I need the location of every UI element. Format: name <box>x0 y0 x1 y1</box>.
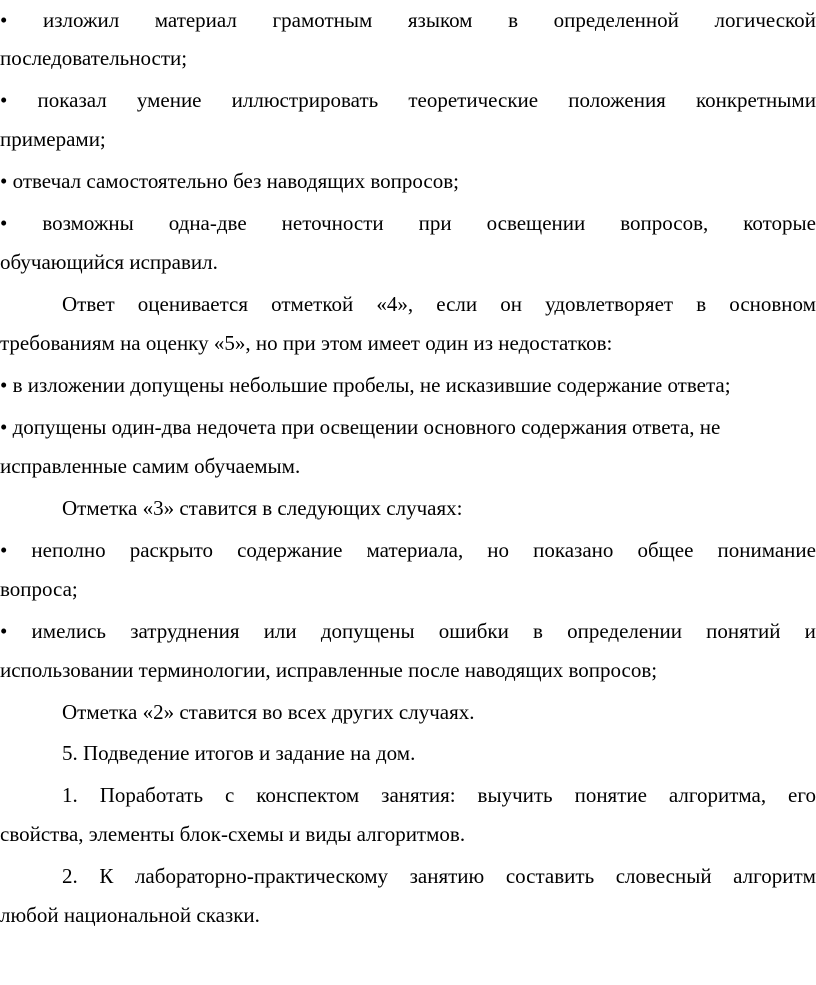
word: при <box>418 211 452 235</box>
word: содержание <box>237 538 343 562</box>
word: • <box>0 211 8 235</box>
text-line <box>0 617 816 645</box>
word: 2. <box>62 864 78 888</box>
word: показал <box>37 88 107 112</box>
word: определении <box>567 619 682 643</box>
word: общее <box>637 538 694 562</box>
word: занятию <box>409 864 485 888</box>
text-line <box>0 6 816 34</box>
text-line: обучающийся исправил. <box>0 250 218 274</box>
word: словесный <box>615 864 712 888</box>
word: конспектом <box>256 783 360 807</box>
text-line <box>0 209 816 237</box>
paragraph-first-line: Отметка «2» ставится во всех других случаях. <box>62 700 475 724</box>
word: если <box>436 292 478 316</box>
word: понимание <box>717 538 816 562</box>
text-line: исправленные самим обучаемым. <box>0 454 301 478</box>
word: и <box>804 619 816 643</box>
text-line: • допущены один-два недочета при освещении основного содержания ответа, не <box>0 415 721 439</box>
word: • <box>0 88 8 112</box>
word: конкретными <box>695 88 816 112</box>
word: «4», <box>376 292 414 316</box>
paragraph-first-line: Отметка «3» ставится в следующих случаях: <box>62 496 463 520</box>
text-line: • отвечал самостоятельно без наводящих вопросов; <box>0 169 459 193</box>
word: в <box>533 619 543 643</box>
text-line <box>0 536 816 564</box>
word: раскрыто <box>129 538 214 562</box>
word: грамотным <box>272 8 373 32</box>
word: вопросов, <box>620 211 709 235</box>
text-line: требованиям на оценку «5», но при этом имеет один из недостатков: <box>0 331 613 355</box>
word: составить <box>505 864 595 888</box>
word: 1. <box>62 783 78 807</box>
word: основном <box>729 292 816 316</box>
word: имелись <box>31 619 107 643</box>
word: которые <box>743 211 816 235</box>
word: • <box>0 538 8 562</box>
text-line: любой национальной сказки. <box>0 903 260 927</box>
word: допущены <box>320 619 415 643</box>
word: языком <box>407 8 473 32</box>
paragraph-first-line <box>0 290 816 318</box>
word: его <box>788 783 816 807</box>
word: материал <box>154 8 237 32</box>
word: изложил <box>42 8 120 32</box>
word: неточности <box>281 211 384 235</box>
word: определенной <box>553 8 679 32</box>
word: материала, <box>366 538 464 562</box>
word: теоретические <box>408 88 539 112</box>
word: показано <box>533 538 614 562</box>
word: ошибки <box>438 619 509 643</box>
word: затруднения <box>130 619 240 643</box>
word: алгоритм <box>733 864 816 888</box>
text-line: • в изложении допущены небольшие пробелы, не исказившие содержание ответа; <box>0 373 731 397</box>
word: Ответ <box>62 292 115 316</box>
word: оценивается <box>137 292 249 316</box>
word: с <box>224 783 235 807</box>
text-line: свойства, элементы блок-схемы и виды алгоритмов. <box>0 822 466 846</box>
section-heading: 5. Подведение итогов и задание на дом. <box>62 741 416 765</box>
word: иллюстрировать <box>231 88 379 112</box>
word: или <box>263 619 297 643</box>
text-line: использовании терминологии, исправленные после наводящих вопросов; <box>0 658 658 682</box>
word: в <box>696 292 707 316</box>
word: положения <box>568 88 666 112</box>
word: он <box>500 292 523 316</box>
word: в <box>508 8 518 32</box>
word: • <box>0 8 8 32</box>
paragraph-first-line <box>0 781 816 809</box>
text-line: последовательности; <box>0 46 188 70</box>
paragraph-first-line <box>0 862 816 890</box>
word: логической <box>714 8 816 32</box>
word: К <box>99 864 114 888</box>
word: занятия: <box>381 783 456 807</box>
word: освещении <box>486 211 586 235</box>
word: неполно <box>31 538 106 562</box>
word: алгоритма, <box>668 783 767 807</box>
word: выучить <box>477 783 553 807</box>
word: одна-две <box>168 211 247 235</box>
word: но <box>487 538 510 562</box>
word: отметкой <box>271 292 354 316</box>
text-line: примерами; <box>0 127 106 151</box>
word: понятие <box>574 783 647 807</box>
text-line: вопроса; <box>0 577 78 601</box>
word: • <box>0 619 8 643</box>
word: понятий <box>706 619 781 643</box>
word: умение <box>136 88 202 112</box>
text-line <box>0 86 816 114</box>
word: Поработать <box>99 783 204 807</box>
word: лабораторно-практическому <box>134 864 388 888</box>
word: возможны <box>42 211 134 235</box>
word: удовлетворяет <box>545 292 674 316</box>
